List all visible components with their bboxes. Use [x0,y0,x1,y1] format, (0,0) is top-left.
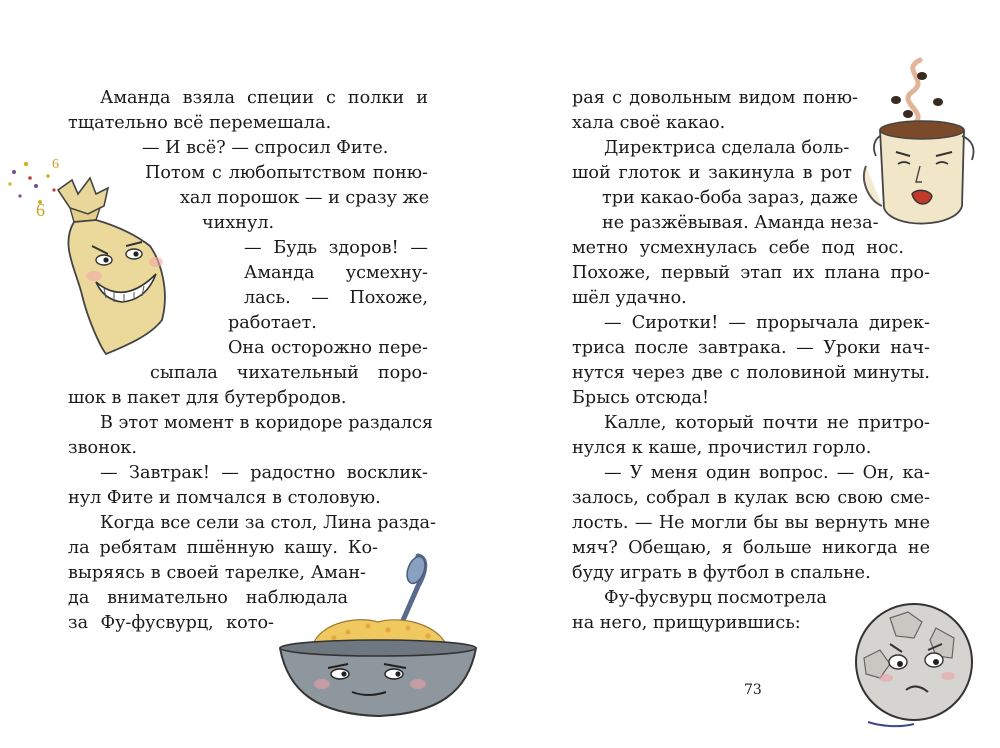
page-number: 73 [744,682,762,698]
text-line: буду играть в футбол в спальне. [572,563,871,583]
text-line: хала своё какао. [572,113,726,133]
text-line: — Завтрак! — радостно восклик- [100,463,428,483]
text-line: Директриса сделала боль- [604,138,850,158]
text-line: не разжёвывая. Аманда неза- [602,213,879,233]
text-line: Фу-фусвурц посмотрела [604,588,827,608]
text-line: В этот момент в коридоре раздался [100,413,434,433]
text-line: — Будь здоров! — [244,238,428,258]
text-line: ла ребятам пшённую кашу. Ко- [68,538,378,558]
cocoa-cup-icon [860,56,980,236]
text-line: нулся к каше, прочистил горло. [572,438,872,458]
text-line: лась. — Похоже, [244,288,428,308]
text-line: звонок. [68,438,138,458]
text-line: Похоже, первый этап их плана про- [572,263,930,283]
text-line: рая с довольным видом поню- [572,88,858,108]
svg-text:6: 6 [52,157,59,172]
text-line: шёл удачно. [572,288,687,308]
text-line: — И всё? — спросил Фите. [142,138,389,158]
porridge-bowl-icon [278,552,478,732]
text-line: залось, собрал в кулак всю свою сме- [572,488,930,508]
text-line: Потом с любопытством поню- [145,163,428,183]
text-line: тщательно всё перемешала. [68,113,332,133]
sad-ball-icon [850,598,980,738]
text-line: Аманда взяла специи с полки и [100,88,428,108]
text-line: хал порошок — и сразу же [180,188,430,208]
spice-bag-icon [0,150,175,365]
text-line: Аманда усмехну- [244,263,428,283]
text-line: нутся через две с половиной минуты. [572,363,930,383]
text-line: чихнул. [202,213,275,233]
text-line: Она осторожно пере- [228,338,428,358]
text-line: выряясь в своей тарелке, Аман- [68,563,366,583]
text-line: триса после завтрака. — Уроки нач- [572,338,930,358]
text-line: мяч? Обещаю, я больше никогда не [572,538,930,558]
text-line: шой глоток и закинула в рот [572,163,852,183]
text-line: да внимательно наблюдала [68,588,348,608]
text-line: лость. — Не могли бы вы вернуть мне [572,513,930,533]
text-line: метно усмехнулась себе под нос. [572,238,904,258]
text-line: Калле, который почти не притро- [604,413,930,433]
text-line: Брысь отсюда! [572,388,710,408]
text-line: сыпала чихательный поро- [150,363,428,383]
text-line: на него, прищурившись: [572,613,801,633]
text-line: Когда все сели за стол, Лина разда- [100,513,436,533]
text-line: — Сиротки! — прорычала дирек- [604,313,930,333]
text-line: работает. [228,313,317,333]
svg-text:6: 6 [36,200,45,220]
text-line: шок в пакет для бутербродов. [68,388,347,408]
text-line: за Фу-фусвурц, кото- [68,613,274,633]
text-line: нул Фите и помчался в столовую. [68,488,381,508]
text-line: три какао-боба зараз, даже [602,188,859,208]
text-line: — У меня один вопрос. — Он, ка- [604,463,930,483]
